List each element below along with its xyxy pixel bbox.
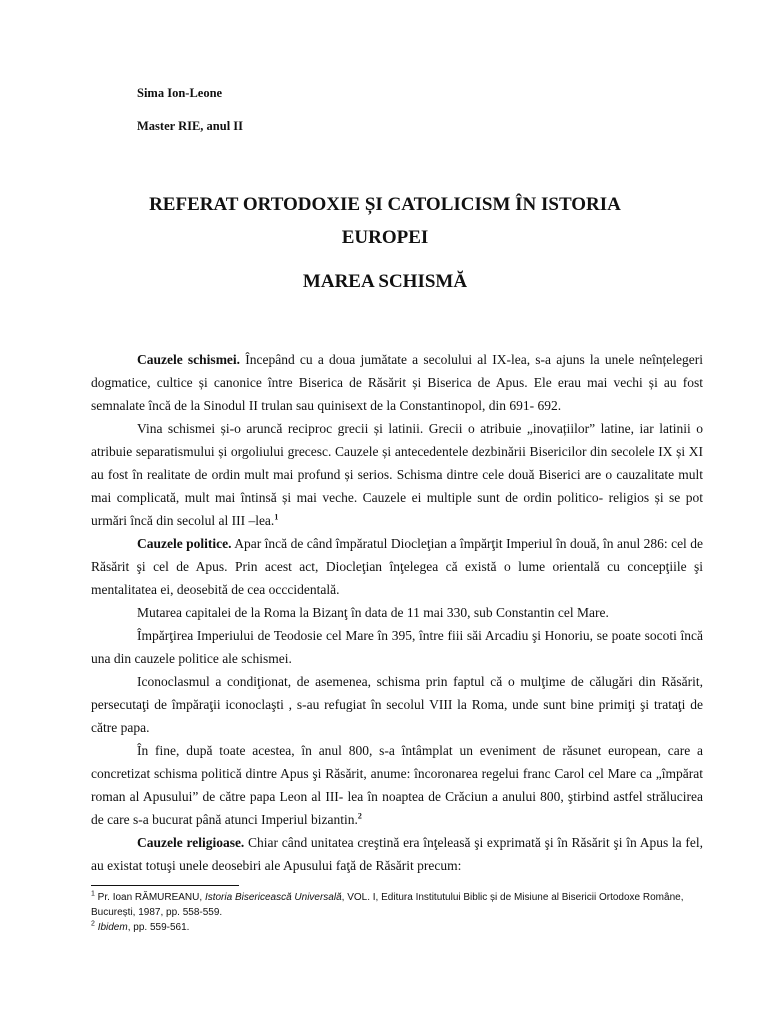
footnote-1 — [91, 890, 703, 920]
paragraph-text: În fine, după toate acestea, în anul 800, s-a întâmplat un eveniment de răsunet european, care a concretizat schisma politică dintre Apus şi Răsărit, anume: încoronarea regelui franc Carol cel Mare ca „împărat roman al Apusului” de către papa Leon al III- lea în noaptea de Crăciun a anului 800, ştirbind astfel strălucirea de care s-a bucurat până atunci Imperiul bizantin. — [91, 743, 703, 827]
footnotes — [91, 890, 703, 935]
paragraph-mutarea-capitalei — [91, 601, 703, 624]
paragraph-text: Chiar când unitatea creştină era înţeleasă şi exprimată şi în Răsărit şi în Apus la fel, au existat totuşi unele deosebiri ale Apusului faţă de Răsărit precum: — [91, 835, 703, 873]
document-body — [91, 348, 703, 877]
footnote-2 — [91, 920, 703, 935]
footnote-rest: , VOL. I, Editura Institutului Biblic și de Misiune al Bisericii Ortodoxe Române, București, 1987, pp. 558-559. — [91, 892, 684, 918]
footnote-divider — [91, 885, 239, 886]
footnote-rest: , pp. 559-561. — [127, 922, 190, 933]
paragraph-heading: Cauzele schismei. — [137, 352, 241, 367]
paragraph-heading: Cauzele politice. — [137, 536, 232, 551]
paragraph-cauzele-religioase — [91, 831, 703, 877]
paragraph-text: Apar încă de când împăratul Diocleţian a împărţit Imperiul în două, în anul 286: cel de Răsărit şi cel de Apus. Prin acest act, Diocleţian înţelegea că există o lume orientală cu concepţiile şi mentalitatea ei, deosebită de cea occcidentală. — [91, 536, 703, 597]
footnote-ref: 2 — [357, 811, 362, 821]
document-subtitle: MAREA SCHISMĂ — [302, 271, 468, 292]
paragraph-cauzele-politice — [91, 532, 703, 601]
paragraph-heading: Cauzele religioase. — [137, 835, 245, 850]
footnote-author: Pr. Ioan RĂMUREANU, — [94, 892, 205, 903]
paragraph-text: Mutarea capitalei de la Roma la Bizanţ în data de 11 mai 330, sub Constantin cel Mare. — [137, 605, 609, 620]
paragraph-text: Împărţirea Imperiului de Teodosie cel Mare în 395, între fiii săi Arcadiu şi Honoriu, se poate socoti încă una din cauzele politice ale schismei. — [91, 628, 703, 666]
paragraph-in-fine — [91, 739, 703, 831]
document-title: REFERAT ORTODOXIE ȘI CATOLICISM ÎN ISTORIA EUROPEI — [149, 194, 621, 248]
paragraph-iconoclasmul — [91, 670, 703, 739]
paragraph-text: Vina schismei și-o aruncă reciproc grecii și latinii. Grecii o atribuie „inovațiilor” latine, iar latinii o atribuie separatismului și orgoliului grecesc. Cauzele și antecedentele dezbinării Bisericilor din secolele IX și XI au fost în realitate de ordin mult mai profund și serios. Schisma dintre cele două Biserici are o cauzalitate mult mai complicată, mult mai întinsă și mai veche. Cauzele ei multiple sunt de ordin politico- religios și se pot urmări încă din secolul al III –lea. — [91, 421, 703, 528]
paragraph-vina-schismei — [91, 417, 703, 532]
footnote-work: Istoria Bisericească Universală — [204, 892, 342, 903]
paragraph-impartirea-imperiului — [91, 624, 703, 670]
paragraph-cauzele-schismei — [91, 348, 703, 417]
footnote-mark: 2 — [91, 920, 95, 928]
author-program: Master RIE, anul II — [137, 119, 244, 133]
footnote-work: Ibidem — [97, 922, 128, 933]
author-name: Sima Ion-Leone — [137, 86, 223, 100]
paragraph-text: Începând cu a doua jumătate a secolului al IX-lea, s-a ajuns la unele neînțelegeri dogmatice, cultice și canonice între Biserica de Răsărit și Biserica de Apus. Ele erau mai vechi și au fost semnalate încă de la Sinodul II trulan sau quinisext de la Constantinopol, din 691- 692. — [91, 352, 704, 413]
paragraph-text: Iconoclasmul a condiţionat, de asemenea, schisma prin faptul că o mulţime de călugări din Răsărit, persecutaţi de împăraţii iconoclaşti , s-au refugiat în secolul VIII la Roma, unde sunt bine primiţi şi trataţi de către papa. — [91, 674, 703, 735]
footnote-ref: 1 — [274, 512, 279, 522]
footnote-mark: 1 — [91, 890, 95, 898]
